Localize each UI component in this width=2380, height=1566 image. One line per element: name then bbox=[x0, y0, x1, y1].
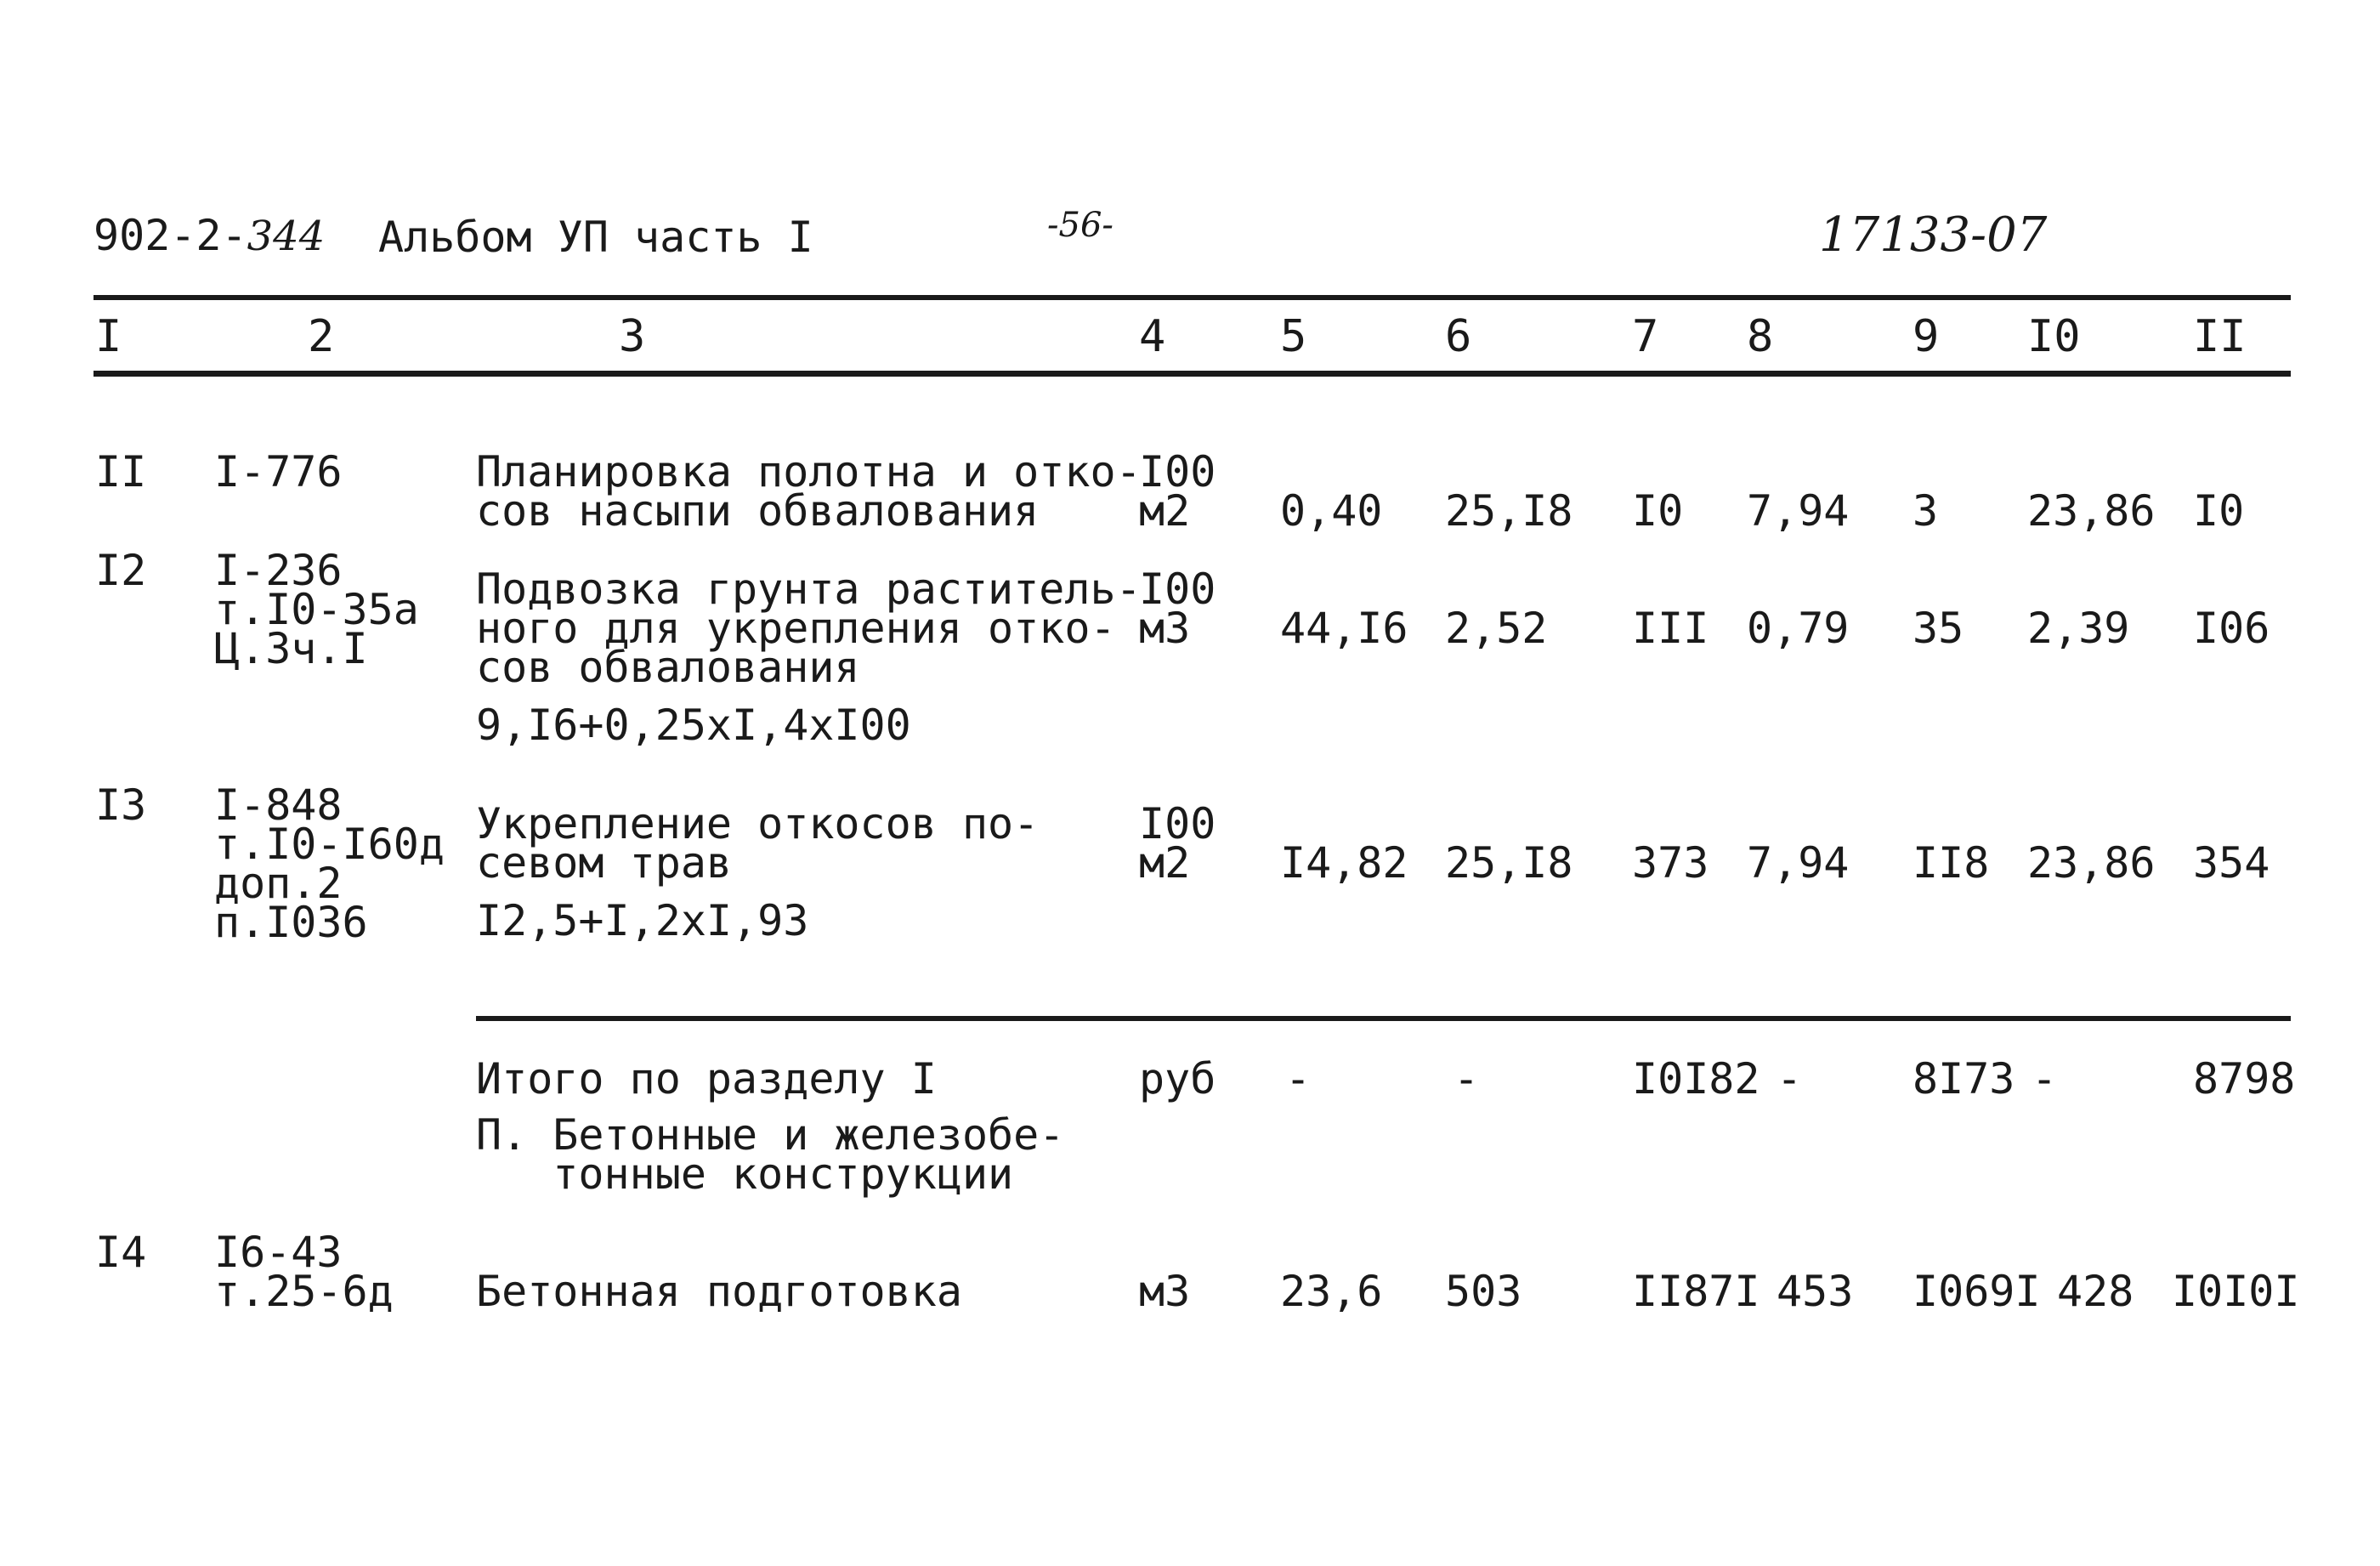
row-number: I4 bbox=[95, 1228, 147, 1277]
unit-machine: 2,39 bbox=[2027, 604, 2130, 653]
doc-code bbox=[94, 211, 325, 260]
total-machine: I0 bbox=[2193, 486, 2245, 536]
calculation-formula: 9,I6+0,25хI,4хI00 bbox=[476, 701, 911, 750]
col-header-4: 4 bbox=[1139, 311, 1166, 362]
col-header-7: 7 bbox=[1632, 311, 1659, 362]
rate-code: I-848 т.I0-I60д доп.2 п.I036 bbox=[214, 780, 445, 947]
unit-cost: 25,I8 bbox=[1445, 486, 1573, 536]
column-header-rule bbox=[94, 371, 2291, 377]
col-header-10: I0 bbox=[2027, 311, 2081, 362]
unit-wage: 7,94 bbox=[1747, 486, 1850, 536]
sheet-code: 17133-07 bbox=[1819, 207, 2048, 263]
quantity: I4,82 bbox=[1280, 838, 1408, 888]
quantity: 0,40 bbox=[1280, 486, 1383, 536]
total-cost: III bbox=[1632, 604, 1709, 653]
subtotal-unit-machine: - bbox=[2032, 1054, 2058, 1104]
table-top-rule bbox=[94, 295, 2291, 300]
unit: I00 м3 bbox=[1139, 565, 1216, 653]
col-header-2: 2 bbox=[308, 311, 335, 362]
unit-wage: 7,94 bbox=[1747, 838, 1850, 888]
unit-cost: 2,52 bbox=[1445, 604, 1548, 653]
total-cost: II87I bbox=[1632, 1267, 1760, 1316]
subtotal-unit-cost: - bbox=[1454, 1054, 1480, 1104]
col-header-5: 5 bbox=[1280, 311, 1307, 362]
total-cost: 373 bbox=[1632, 838, 1709, 888]
doc-code-handwritten: 344 bbox=[246, 213, 326, 260]
row-number: I2 bbox=[95, 546, 147, 595]
total-wage: I069I bbox=[1912, 1267, 2041, 1316]
col-header-11: II bbox=[2193, 311, 2247, 362]
subtotal-unit-wage: - bbox=[1776, 1054, 1803, 1104]
section-heading: П. Бетонные и железобе- тонные конструкции bbox=[476, 1110, 1065, 1199]
unit-cost: 25,I8 bbox=[1445, 838, 1573, 888]
rate-code: I-236 т.I0-35а Ц.3ч.I bbox=[214, 546, 419, 673]
quantity: 44,I6 bbox=[1280, 604, 1408, 653]
total-machine: 354 bbox=[2193, 838, 2270, 888]
work-description: Укрепление откосов по- севом трав bbox=[476, 799, 1040, 888]
unit: м3 bbox=[1139, 1267, 1191, 1316]
page-number: -56- bbox=[1047, 206, 1114, 245]
col-header-8: 8 bbox=[1747, 311, 1774, 362]
unit-machine: 23,86 bbox=[2027, 838, 2156, 888]
work-description: Планировка полотна и отко- сов насыпи обвалования bbox=[476, 447, 1142, 536]
row-number: I3 bbox=[95, 780, 147, 830]
work-description: Бетонная подготовка bbox=[476, 1267, 962, 1316]
total-cost: I0 bbox=[1632, 486, 1684, 536]
quantity: 23,6 bbox=[1280, 1267, 1383, 1316]
rate-code: I-776 bbox=[214, 447, 343, 496]
total-wage: 35 bbox=[1912, 604, 1964, 653]
doc-code-printed: 902-2- bbox=[94, 211, 247, 260]
work-description: Подвозка грунта раститель- ного для укрепления отко- сов обвалования bbox=[476, 565, 1142, 692]
col-header-6: 6 bbox=[1445, 311, 1472, 362]
subtotal-rule bbox=[476, 1016, 2291, 1021]
subtotal-quantity: - bbox=[1285, 1054, 1312, 1104]
total-machine: I0I0I bbox=[2172, 1267, 2300, 1316]
subtotal-total-machine: 8798 bbox=[2193, 1054, 2296, 1104]
unit-machine: 23,86 bbox=[2027, 486, 2156, 536]
calculation-formula: I2,5+I,2хI,93 bbox=[476, 896, 809, 945]
row-number: II bbox=[95, 447, 147, 496]
col-header-9: 9 bbox=[1912, 311, 1940, 362]
unit-wage: 0,79 bbox=[1747, 604, 1850, 653]
subtotal-total-wage: 8I73 bbox=[1912, 1054, 2015, 1104]
unit-cost: 503 bbox=[1445, 1267, 1522, 1316]
unit: I00 м2 bbox=[1139, 447, 1216, 536]
total-machine: I06 bbox=[2193, 604, 2270, 653]
subtotal-label: Итого по разделу I bbox=[476, 1054, 937, 1104]
album-title: Альбом УП часть I bbox=[378, 213, 813, 262]
total-wage: II8 bbox=[1912, 838, 1990, 888]
unit: I00 м2 bbox=[1139, 799, 1216, 888]
total-wage: 3 bbox=[1912, 486, 1939, 536]
subtotal-unit: руб bbox=[1139, 1054, 1216, 1104]
unit-machine: 428 bbox=[2057, 1267, 2134, 1316]
rate-code: I6-43 т.25-6д bbox=[214, 1228, 394, 1316]
col-header-3: 3 bbox=[619, 311, 646, 362]
subtotal-total-cost: I0I82 bbox=[1632, 1054, 1760, 1104]
col-header-1: I bbox=[95, 311, 122, 362]
unit-wage: 453 bbox=[1776, 1267, 1854, 1316]
